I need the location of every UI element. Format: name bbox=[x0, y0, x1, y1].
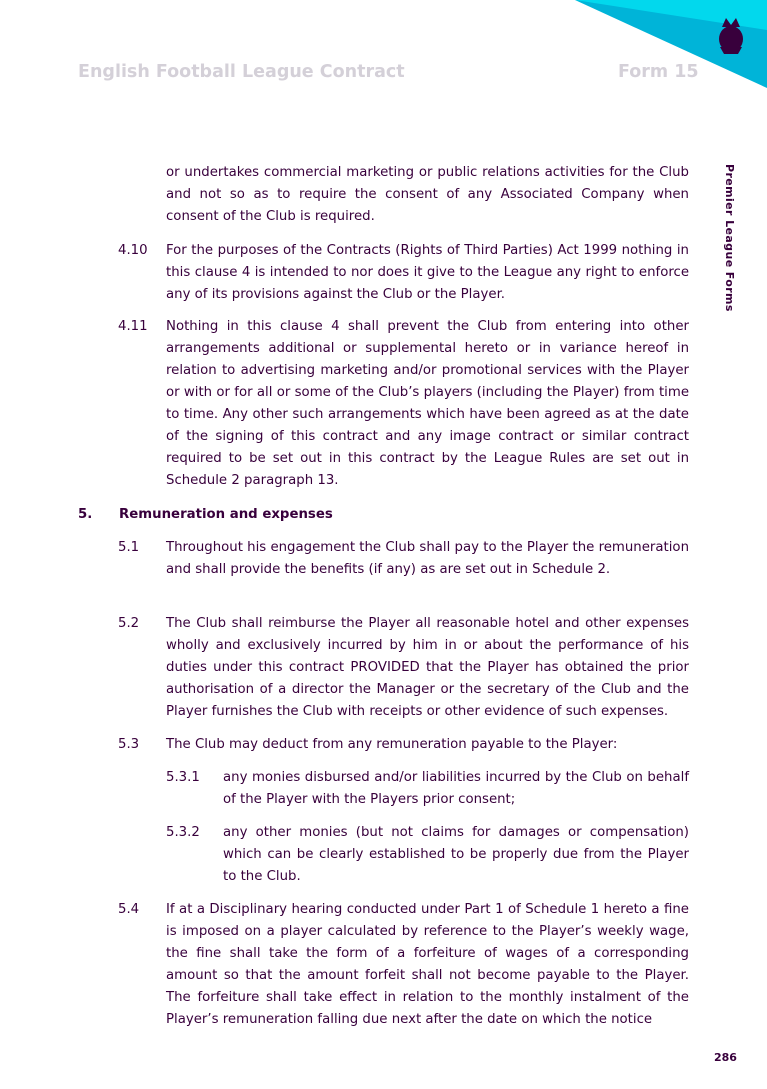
clause-text: The Club shall reimburse the Player all reasonable hotel and other expenses wholly and exclusively incurred by him in or about the performance of his duties under this contract PROVIDED that the Player has obtained the prior authorisation of a director the Manager or the secretary of the Club and the Player furnishes the Club with receipts or other evidence of such expenses. bbox=[166, 616, 689, 719]
form-label: Form 15 bbox=[618, 62, 699, 82]
clause-text: Throughout his engagement the Club shall pay to the Player the remuneration and shall provide the benefits (if any) as are set out in Schedule 2. bbox=[166, 540, 689, 577]
clause-number: 5.4 bbox=[118, 902, 140, 917]
document-title: English Football League Contract bbox=[78, 62, 405, 82]
subclause-text: any monies disbursed and/or liabilities incurred by the Club on behalf of the Player with the Players prior consent; bbox=[223, 770, 689, 807]
corner-decoration bbox=[0, 0, 767, 100]
clause-text: The Club may deduct from any remuneration payable to the Player: bbox=[166, 737, 618, 752]
clause-number: 4.10 bbox=[118, 243, 148, 258]
subclause-number: 5.3.1 bbox=[166, 770, 200, 785]
clause-text: Nothing in this clause 4 shall prevent the Club from entering into other arrangements additional or supplemental hereto or in variance hereof in relation to advertising marketing and/or promotional services with the Player or with or for all or some of the Club’s players (including the Player) from time to time. Any other such arrangements which have been agreed as at the date of the signing of this contract and any image contract or similar contract required to be set out in this contract by the League Rules are set out in Schedule 2 paragraph 13. bbox=[166, 319, 689, 488]
clause-continuation: or undertakes commercial marketing or public relations activities for the Club and not so as to require the consent of any Associated Company when consent of the Club is required. bbox=[166, 165, 689, 224]
page-number: 286 bbox=[714, 1051, 737, 1064]
section-number: 5. bbox=[78, 507, 93, 522]
clause-number: 5.3 bbox=[118, 737, 140, 752]
clause-number: 4.11 bbox=[118, 319, 148, 334]
clause-number: 5.1 bbox=[118, 540, 140, 555]
clause-number: 5.2 bbox=[118, 616, 140, 631]
section-heading: Remuneration and expenses bbox=[119, 507, 333, 522]
subclause-text: any other monies (but not claims for damages or compensation) which can be clearly established to be properly due from the Player to the Club. bbox=[223, 825, 689, 884]
clause-text: For the purposes of the Contracts (Rights of Third Parties) Act 1999 nothing in this clause 4 is intended to nor does it give to the League any right to enforce any of its provisions against the Club or the Player. bbox=[166, 243, 689, 302]
subclause-number: 5.3.2 bbox=[166, 825, 200, 840]
clause-text: If at a Disciplinary hearing conducted under Part 1 of Schedule 1 hereto a fine is imposed on a player calculated by reference to the Player’s weekly wage, the fine shall take the form of a forfeiture of wages of a corresponding amount so that the amount forfeit shall not become payable to the Player. The forfeiture shall take effect in relation to the monthly instalment of the Player’s remuneration falling due next after the date on which the notice bbox=[166, 902, 689, 1027]
side-section-label: Premier League Forms bbox=[723, 164, 736, 312]
